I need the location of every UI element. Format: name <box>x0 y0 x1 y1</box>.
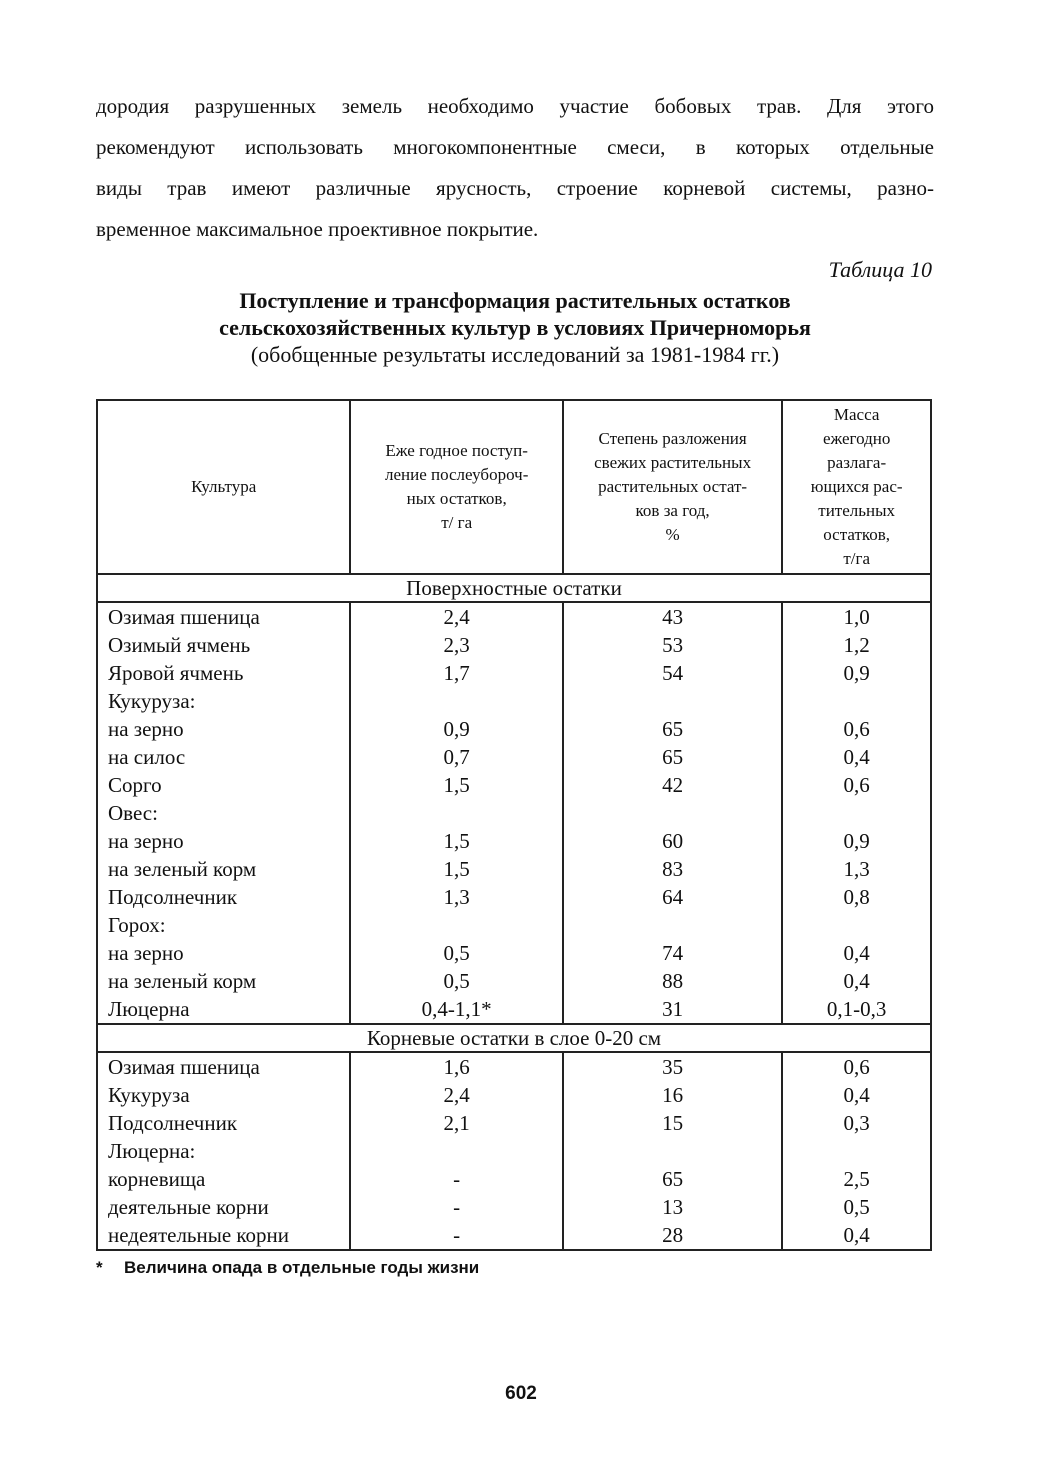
table-row <box>97 827 931 855</box>
decomposition-cell: 65 <box>563 1165 782 1193</box>
section-header-row <box>97 1024 931 1052</box>
title-line: Поступление и трансформация растительных остатков <box>239 288 791 313</box>
header-line: ежегодно <box>822 429 891 448</box>
mass-cell: 0,9 <box>782 659 931 687</box>
decomposition-cell: 60 <box>563 827 782 855</box>
crop-name-cell: Горох: <box>97 911 350 939</box>
table-row <box>97 771 931 799</box>
decomposition-cell <box>563 687 782 715</box>
table-row <box>97 1165 931 1193</box>
decomposition-cell: 16 <box>563 1081 782 1109</box>
mass-cell: 1,3 <box>782 855 931 883</box>
table-row <box>97 1052 931 1081</box>
decomposition-cell: 65 <box>563 743 782 771</box>
annual-input-cell: 1,6 <box>350 1052 562 1081</box>
crop-name-cell: Люцерна: <box>97 1137 350 1165</box>
mass-cell <box>782 799 931 827</box>
table-row <box>97 1137 931 1165</box>
decomposition-cell: 88 <box>563 967 782 995</box>
annual-input-cell <box>350 799 562 827</box>
header-line: Масса <box>833 405 880 424</box>
crop-name-cell: Подсолнечник <box>97 883 350 911</box>
crop-name-cell: Кукуруза: <box>97 687 350 715</box>
annual-input-cell <box>350 687 562 715</box>
footnote <box>96 1258 479 1278</box>
annual-input-cell: 0,4-1,1* <box>350 995 562 1024</box>
table-row <box>97 883 931 911</box>
mass-cell: 0,4 <box>782 1221 931 1250</box>
mass-cell: 0,3 <box>782 1109 931 1137</box>
decomposition-cell: 28 <box>563 1221 782 1250</box>
annual-input-cell <box>350 1137 562 1165</box>
decomposition-cell: 13 <box>563 1193 782 1221</box>
paragraph-line: виды трав имеют различные ярусность, строение корневой системы, разно- <box>96 176 934 200</box>
mass-cell: 0,1-0,3 <box>782 995 931 1024</box>
table-row <box>97 855 931 883</box>
annual-input-cell: - <box>350 1221 562 1250</box>
crop-name-cell: Кукуруза <box>97 1081 350 1109</box>
annual-input-cell: 0,7 <box>350 743 562 771</box>
decomposition-cell: 43 <box>563 602 782 631</box>
mass-cell <box>782 911 931 939</box>
header-annual-input <box>350 400 562 574</box>
mass-cell: 0,9 <box>782 827 931 855</box>
annual-input-cell: 2,3 <box>350 631 562 659</box>
annual-input-cell: - <box>350 1165 562 1193</box>
crop-name-cell: Овес: <box>97 799 350 827</box>
annual-input-cell: 0,9 <box>350 715 562 743</box>
decomposition-cell: 54 <box>563 659 782 687</box>
mass-cell: 0,6 <box>782 1052 931 1081</box>
header-line: т/га <box>843 549 870 568</box>
crop-name-cell: на зерно <box>97 827 350 855</box>
table-title <box>96 287 934 368</box>
crop-name-cell: Озимый ячмень <box>97 631 350 659</box>
mass-cell: 0,4 <box>782 939 931 967</box>
crop-name-cell: деятельные корни <box>97 1193 350 1221</box>
crop-name-cell: Подсолнечник <box>97 1109 350 1137</box>
decomposition-cell <box>563 911 782 939</box>
header-line: Степень разложения <box>598 429 747 448</box>
header-mass <box>782 400 931 574</box>
crop-name-cell: Люцерна <box>97 995 350 1024</box>
crop-name-cell: на зерно <box>97 715 350 743</box>
crop-name-cell: недеятельные корни <box>97 1221 350 1250</box>
footnote-mark: * <box>96 1258 103 1277</box>
table-row <box>97 1109 931 1137</box>
mass-cell: 1,2 <box>782 631 931 659</box>
crop-name-cell: корневища <box>97 1165 350 1193</box>
header-decomposition <box>563 400 782 574</box>
table-row <box>97 687 931 715</box>
mass-cell <box>782 1137 931 1165</box>
header-line: ление послеубороч- <box>384 465 529 484</box>
table-row <box>97 799 931 827</box>
paragraph-line: рекомендуют использовать многокомпонентные смеси, в которых отдельные <box>96 135 934 159</box>
crop-name-cell: на зерно <box>97 939 350 967</box>
paragraph-line: дородия разрушенных земель необходимо участие бобовых трав. Для этого <box>96 94 934 118</box>
decomposition-cell: 65 <box>563 715 782 743</box>
mass-cell: 0,5 <box>782 1193 931 1221</box>
table-row <box>97 715 931 743</box>
annual-input-cell: 2,4 <box>350 1081 562 1109</box>
annual-input-cell: 1,5 <box>350 827 562 855</box>
decomposition-cell: 83 <box>563 855 782 883</box>
header-culture: Культура <box>97 400 350 574</box>
header-line: % <box>665 525 680 544</box>
mass-cell: 0,8 <box>782 883 931 911</box>
decomposition-cell <box>563 1137 782 1165</box>
mass-cell: 0,4 <box>782 967 931 995</box>
mass-cell: 0,6 <box>782 771 931 799</box>
header-line: остатков, <box>823 525 891 544</box>
header-line: тительных <box>818 501 896 520</box>
section-title: Корневые остатки в слое 0-20 см <box>97 1024 931 1052</box>
decomposition-cell: 42 <box>563 771 782 799</box>
table-row <box>97 602 931 631</box>
annual-input-cell: 0,5 <box>350 967 562 995</box>
decomposition-cell: 35 <box>563 1052 782 1081</box>
table-row <box>97 967 931 995</box>
table-row <box>97 1081 931 1109</box>
header-line: ков за год, <box>635 501 710 520</box>
mass-cell <box>782 687 931 715</box>
header-line: ющихся рас- <box>810 477 903 496</box>
decomposition-cell: 64 <box>563 883 782 911</box>
crop-name-cell: Сорго <box>97 771 350 799</box>
header-line: растительных остат- <box>598 477 748 496</box>
crop-name-cell: Озимая пшеница <box>97 1052 350 1081</box>
annual-input-cell: 1,3 <box>350 883 562 911</box>
annual-input-cell: 0,5 <box>350 939 562 967</box>
header-line: ных остатков, <box>406 489 507 508</box>
decomposition-cell: 74 <box>563 939 782 967</box>
annual-input-cell: - <box>350 1193 562 1221</box>
header-line: разлага- <box>827 453 887 472</box>
decomposition-cell: 15 <box>563 1109 782 1137</box>
header-line: т/ га <box>441 513 473 532</box>
table-label: Таблица 10 <box>828 257 932 282</box>
table-row <box>97 911 931 939</box>
section-header-row <box>97 574 931 602</box>
annual-input-cell: 1,5 <box>350 771 562 799</box>
paragraph-line: временное максимальное проективное покрытие. <box>96 217 539 241</box>
table-body <box>97 574 931 1250</box>
table-row <box>97 631 931 659</box>
crop-name-cell: на зеленый корм <box>97 855 350 883</box>
title-line: сельскохозяйственных культур в условиях Причерноморья <box>219 315 811 340</box>
annual-input-cell: 2,4 <box>350 602 562 631</box>
table-row <box>97 1221 931 1250</box>
decomposition-cell: 31 <box>563 995 782 1024</box>
section-title: Поверхностные остатки <box>97 574 931 602</box>
mass-cell: 0,6 <box>782 715 931 743</box>
crop-name-cell: Озимая пшеница <box>97 602 350 631</box>
table-row <box>97 1193 931 1221</box>
table-row <box>97 743 931 771</box>
table-header-row <box>97 400 931 574</box>
table-row <box>97 939 931 967</box>
header-line: свежих растительных <box>594 453 752 472</box>
annual-input-cell: 1,7 <box>350 659 562 687</box>
crop-name-cell: Яровой ячмень <box>97 659 350 687</box>
table-row <box>97 995 931 1024</box>
mass-cell: 1,0 <box>782 602 931 631</box>
mass-cell: 2,5 <box>782 1165 931 1193</box>
crop-name-cell: на зеленый корм <box>97 967 350 995</box>
data-table <box>96 399 932 1251</box>
title-subtitle: (обобщенные результаты исследований за 1981-1984 гг.) <box>250 342 780 367</box>
intro-paragraph <box>96 86 934 250</box>
header-line: Еже годное поступ- <box>385 441 528 460</box>
annual-input-cell <box>350 911 562 939</box>
decomposition-cell: 53 <box>563 631 782 659</box>
decomposition-cell <box>563 799 782 827</box>
table-row <box>97 659 931 687</box>
mass-cell: 0,4 <box>782 743 931 771</box>
page-number: 602 <box>505 1383 537 1404</box>
crop-name-cell: на силос <box>97 743 350 771</box>
annual-input-cell: 2,1 <box>350 1109 562 1137</box>
footnote-text: Величина опада в отдельные годы жизни <box>124 1258 480 1277</box>
annual-input-cell: 1,5 <box>350 855 562 883</box>
mass-cell: 0,4 <box>782 1081 931 1109</box>
